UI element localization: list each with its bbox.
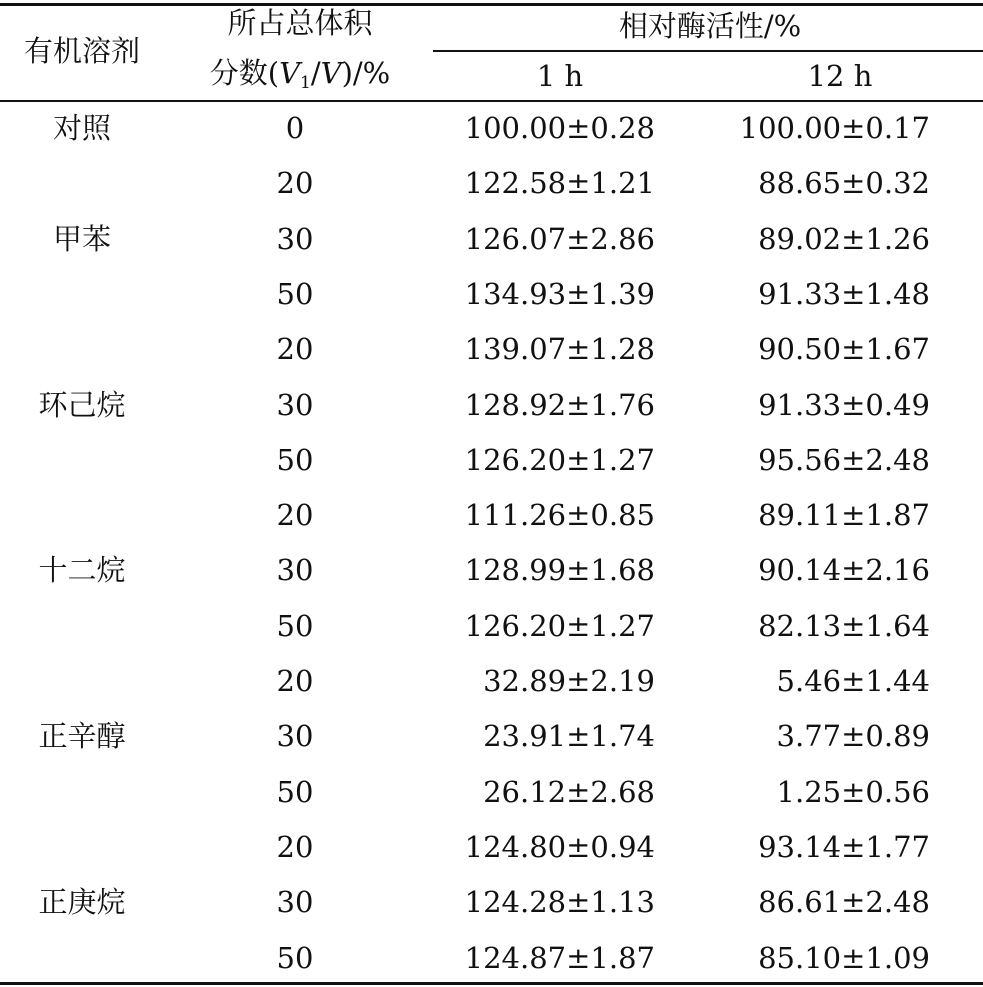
solvent-label: 正庚烷 xyxy=(38,885,126,920)
header-1h: 1 h xyxy=(536,59,584,93)
activity-1h-cell: 124.87±1.87 xyxy=(464,940,655,975)
volume-fraction-cell: 20 xyxy=(276,498,314,533)
activity-1h-cell: 124.28±1.13 xyxy=(464,885,655,920)
activity-12h-cell: 95.56±2.48 xyxy=(758,442,930,477)
solvent-label: 十二烷 xyxy=(38,553,126,588)
header-12h: 12 h xyxy=(807,59,873,93)
volume-fraction-cell: 20 xyxy=(276,332,314,367)
solvent-label: 对照 xyxy=(52,111,111,145)
header-rule xyxy=(0,100,983,102)
volume-fraction-cell: 50 xyxy=(276,608,314,643)
activity-1h-cell: 126.20±1.27 xyxy=(464,442,655,477)
volume-fraction-cell: 30 xyxy=(276,553,314,588)
activity-1h-cell: 23.91±1.74 xyxy=(483,719,655,754)
activity-12h-cell: 90.50±1.67 xyxy=(758,332,930,367)
header-volume-line1: 所占总体积 xyxy=(227,6,373,40)
activity-1h-cell: 128.92±1.76 xyxy=(464,387,655,422)
volume-fraction-cell: 50 xyxy=(276,940,314,975)
solvent-label: 正辛醇 xyxy=(38,719,126,754)
activity-12h-cell: 3.77±0.89 xyxy=(776,719,930,754)
activity-12h-cell: 85.10±1.09 xyxy=(758,940,930,975)
activity-1h-cell: 26.12±2.68 xyxy=(483,774,655,809)
activity-1h-cell: 139.07±1.28 xyxy=(464,332,655,367)
volume-fraction-cell: 30 xyxy=(276,719,314,754)
volume-fraction-cell: 30 xyxy=(276,387,314,422)
header-solvent: 有机溶剂 xyxy=(23,34,140,68)
header-volume-prefix: 分数( xyxy=(209,56,280,90)
activity-1h-cell: 124.80±0.94 xyxy=(464,829,655,864)
volume-fraction-cell: 20 xyxy=(276,829,314,864)
solvent-label: 甲苯 xyxy=(52,221,111,256)
volume-fraction-cell: 50 xyxy=(276,774,314,809)
activity-1h-cell: 128.99±1.68 xyxy=(464,553,655,588)
activity-12h-cell: 82.13±1.64 xyxy=(758,608,930,643)
activity-1h-cell: 126.20±1.27 xyxy=(464,608,655,643)
volume-fraction-cell: 0 xyxy=(285,111,305,145)
activity-1h-cell: 134.93±1.39 xyxy=(464,276,655,311)
volume-fraction-cell: 50 xyxy=(276,276,314,311)
activity-1h-cell: 100.00±0.28 xyxy=(464,111,655,145)
volume-fraction-cell: 20 xyxy=(276,166,314,201)
volume-fraction-cell: 20 xyxy=(276,664,314,698)
activity-12h-cell: 89.11±1.87 xyxy=(758,498,930,533)
solvent-label: 环己烷 xyxy=(38,387,126,422)
volume-fraction-cell: 50 xyxy=(276,442,314,477)
activity-12h-cell: 1.25±0.56 xyxy=(776,774,930,809)
activity-12h-cell: 91.33±0.49 xyxy=(758,387,930,422)
activity-12h-cell: 89.02±1.26 xyxy=(758,221,930,256)
activity-12h-cell: 5.46±1.44 xyxy=(776,664,930,698)
activity-1h-cell: 32.89±2.19 xyxy=(483,664,655,698)
header-volume-subscript: 1 xyxy=(300,73,311,93)
activity-12h-cell: 86.61±2.48 xyxy=(758,885,930,920)
volume-fraction-cell: 30 xyxy=(276,885,314,920)
header-volume-v1: V xyxy=(279,56,301,90)
activity-1h-cell: 111.26±0.85 xyxy=(464,498,655,533)
volume-fraction-cell: 30 xyxy=(276,221,314,256)
activity-12h-cell: 93.14±1.77 xyxy=(758,829,930,864)
activity-12h-cell: 91.33±1.48 xyxy=(758,276,930,311)
activity-12h-cell: 90.14±2.16 xyxy=(758,553,930,588)
header-volume-line2 xyxy=(185,56,415,100)
bottom-rule xyxy=(0,982,983,985)
header-volume-slash: / xyxy=(310,56,321,90)
activity-1h-cell: 126.07±2.86 xyxy=(464,221,655,256)
activity-subrule xyxy=(433,50,983,52)
activity-12h-cell: 100.00±0.17 xyxy=(739,111,930,145)
header-activity: 相对酶活性/% xyxy=(618,9,802,43)
header-volume-v: V xyxy=(320,56,342,90)
top-rule xyxy=(0,3,983,6)
activity-12h-cell: 88.65±0.32 xyxy=(758,166,930,201)
activity-1h-cell: 122.58±1.21 xyxy=(464,166,655,201)
header-volume-suffix: )/% xyxy=(341,56,391,90)
